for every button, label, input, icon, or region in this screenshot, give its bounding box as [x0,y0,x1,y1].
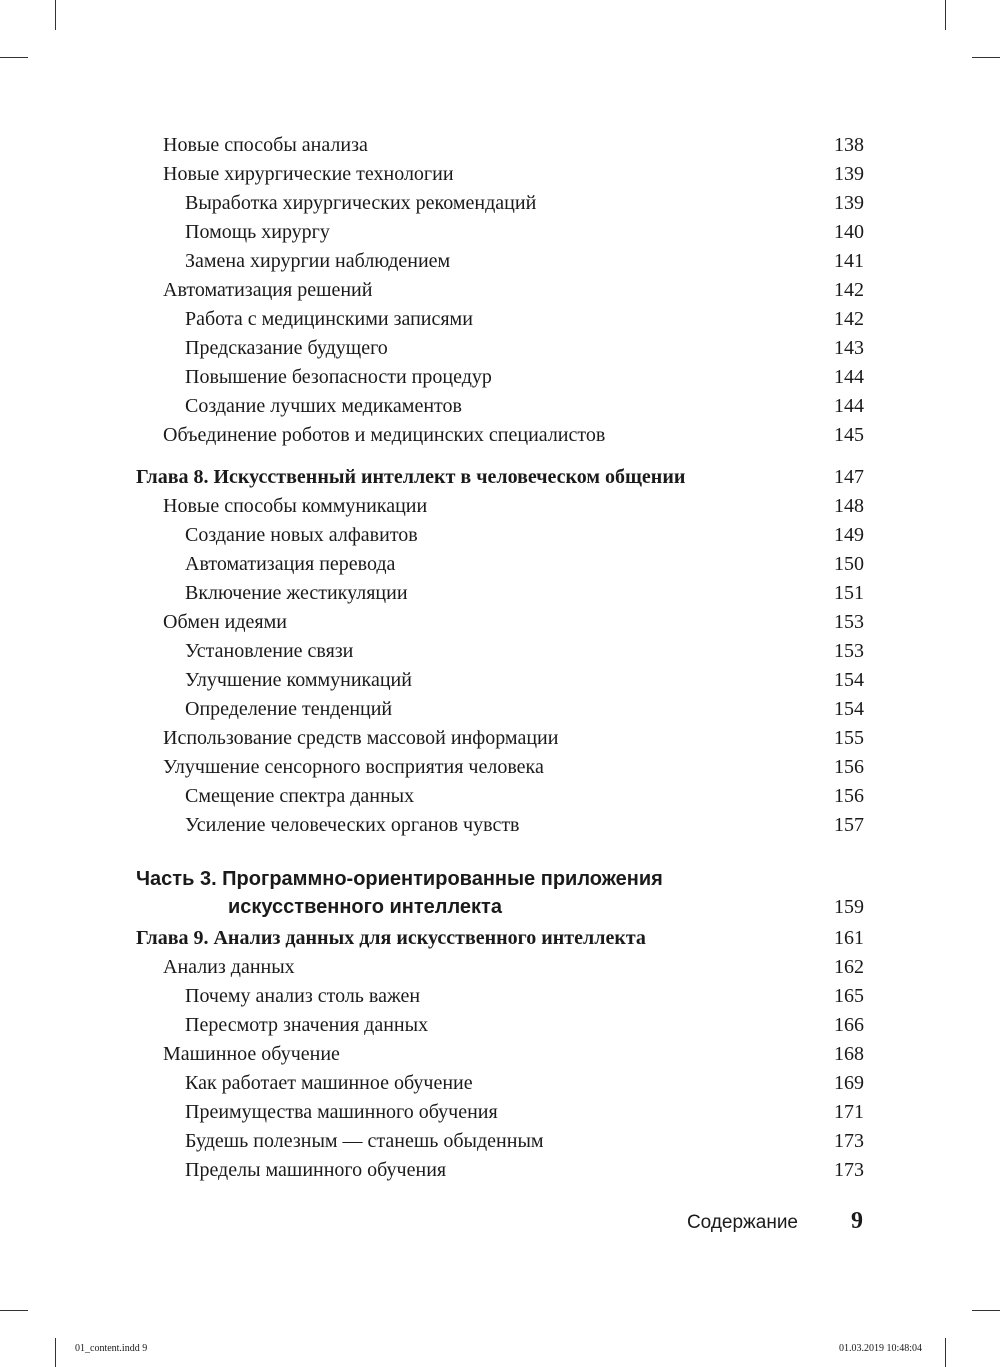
toc-entry-title: Глава 9. Анализ данных для искусственного интеллекта [136,927,646,949]
toc-chapter-entry [136,924,864,953]
toc-entry-title: Как работает машинное обучение [185,1072,473,1094]
toc-entry [136,608,864,637]
toc-entry [136,521,864,550]
toc-entry [136,189,864,218]
toc-entry-title: Почему анализ столь важен [185,985,421,1007]
toc-entry-title: Определение тенденций [185,698,393,720]
toc-entry-title: Машинное обучение [163,1043,340,1065]
toc-entry-page: 140 [834,221,864,243]
toc-entry-page: 145 [834,424,864,446]
toc-entry [136,579,864,608]
toc-entry [136,247,864,276]
toc-entry [136,695,864,724]
toc-entry [136,305,864,334]
toc-entry-title: Смещение спектра данных [185,785,415,807]
toc-entry-title: Улучшение коммуникаций [185,669,412,691]
crop-mark [945,0,946,30]
toc-entry [136,131,864,160]
toc-entry [136,1127,864,1156]
toc-entry-title: Предсказание будущего [185,337,388,359]
toc-entry [136,953,864,982]
toc-entry [136,1156,864,1185]
toc-entry-page: 169 [834,1072,864,1094]
toc-entry [136,1011,864,1040]
toc-entry-page: 153 [834,611,864,633]
toc-part-entry [136,865,864,921]
toc-entry [136,334,864,363]
toc-entry-page: 154 [834,669,864,691]
slug-datetime: 01.03.2019 10:48:04 [838,1343,922,1354]
toc-chapter-entry [136,463,864,492]
toc-entry-title: Помощь хирургу [185,221,330,243]
slug-filename: 01_content.indd 9 [75,1343,148,1354]
toc-entry [136,1069,864,1098]
toc-entry-page: 165 [834,985,864,1007]
toc-entry-title: Работа с медицинскими записями [185,308,473,330]
toc-entry-page: 139 [834,192,864,214]
toc-entry [136,782,864,811]
crop-mark [972,1310,1000,1311]
toc-entry-title: Повышение безопасности процедур [185,366,492,388]
toc-entry-page: 168 [834,1043,864,1065]
crop-mark [55,0,56,30]
toc-entry-page: 162 [834,956,864,978]
toc-entry [136,421,864,450]
toc-entry-title: Использование средств массовой информации [163,727,559,749]
toc-entry-title: Замена хирургии наблюдением [185,250,451,272]
part-title-line1: Часть 3. Программно-ориентированные приложения [136,868,663,890]
toc-entry-title: Новые способы коммуникации [163,495,428,517]
toc-entry-title: Включение жестикуляции [185,582,408,604]
toc-entry-page: 156 [834,756,864,778]
running-footer-title: Содержание [686,1212,798,1233]
page-number: 9 [851,1208,863,1234]
toc-entry-page: 161 [834,927,864,949]
toc-entry-page: 141 [834,250,864,272]
toc-entry [136,363,864,392]
toc-entry-page: 149 [834,524,864,546]
toc-entry-title: Улучшение сенсорного восприятия человека [163,756,544,778]
toc-entry-title: Объединение роботов и медицинских специалистов [163,424,606,446]
part-title-line2: искусственного интеллекта [228,896,502,918]
toc-entry-page: 148 [834,495,864,517]
toc-entry-page: 151 [834,582,864,604]
toc-entry-title: Будешь полезным — станешь обыденным [185,1130,544,1152]
toc-entry-page: 142 [834,279,864,301]
crop-mark [0,57,28,58]
toc-entry-title: Обмен идеями [163,611,287,633]
toc-entry [136,666,864,695]
toc-entry [136,1040,864,1069]
crop-mark [945,1338,946,1367]
toc-entry-page: 154 [834,698,864,720]
toc-entry-page: 139 [834,163,864,185]
toc-entry [136,276,864,305]
toc-entry-title: Выработка хирургических рекомендаций [185,192,537,214]
toc-entry-page: 155 [834,727,864,749]
toc-entry-title: Анализ данных [163,956,295,978]
toc-entry [136,753,864,782]
toc-entry-page: 173 [834,1130,864,1152]
toc-section [136,463,864,840]
toc-entry-page: 171 [834,1101,864,1123]
toc-entry-page: 150 [834,553,864,575]
toc-entry [136,550,864,579]
toc-entry-title: Преимущества машинного обучения [185,1101,498,1123]
toc-entry [136,724,864,753]
toc-entry [136,492,864,521]
crop-mark [972,57,1000,58]
toc-entry [136,1098,864,1127]
toc-entry-page: 144 [834,366,864,388]
toc-entry [136,637,864,666]
toc-entry-page: 166 [834,1014,864,1036]
toc-entry [136,160,864,189]
toc-entry-page: 144 [834,395,864,417]
toc-entry-title: Новые способы анализа [163,134,368,156]
toc-entry-page: 156 [834,785,864,807]
toc-entry-title: Создание новых алфавитов [185,524,418,546]
toc-section [136,924,864,1185]
toc-entry-title: Усиление человеческих органов чувств [185,814,520,836]
toc-entry-title: Пределы машинного обучения [185,1159,447,1181]
toc-entry-title: Автоматизация перевода [185,553,396,575]
toc-entry [136,811,864,840]
toc-entry-title: Установление связи [185,640,354,662]
toc-entry-title: Автоматизация решений [163,279,373,301]
toc-entry-title: Глава 8. Искусственный интеллект в человеческом общении [136,466,686,488]
toc-entry [136,982,864,1011]
toc-entry-page: 157 [834,814,864,836]
toc-entry [136,218,864,247]
toc-entry-title: Создание лучших медикаментов [185,395,462,417]
toc-entry-page: 143 [834,337,864,359]
toc-entry [136,392,864,421]
toc-section [136,131,864,450]
toc-entry-page: 153 [834,640,864,662]
toc-entry-page: 147 [834,466,864,488]
crop-mark [0,1310,28,1311]
crop-mark [55,1338,56,1367]
toc-entry-page: 142 [834,308,864,330]
toc-entry-page: 138 [834,134,864,156]
toc-entry-page: 173 [834,1159,864,1181]
part-page: 159 [834,896,864,918]
toc-entry-title: Новые хирургические технологии [163,163,454,185]
toc-entry-title: Пересмотр значения данных [185,1014,429,1036]
